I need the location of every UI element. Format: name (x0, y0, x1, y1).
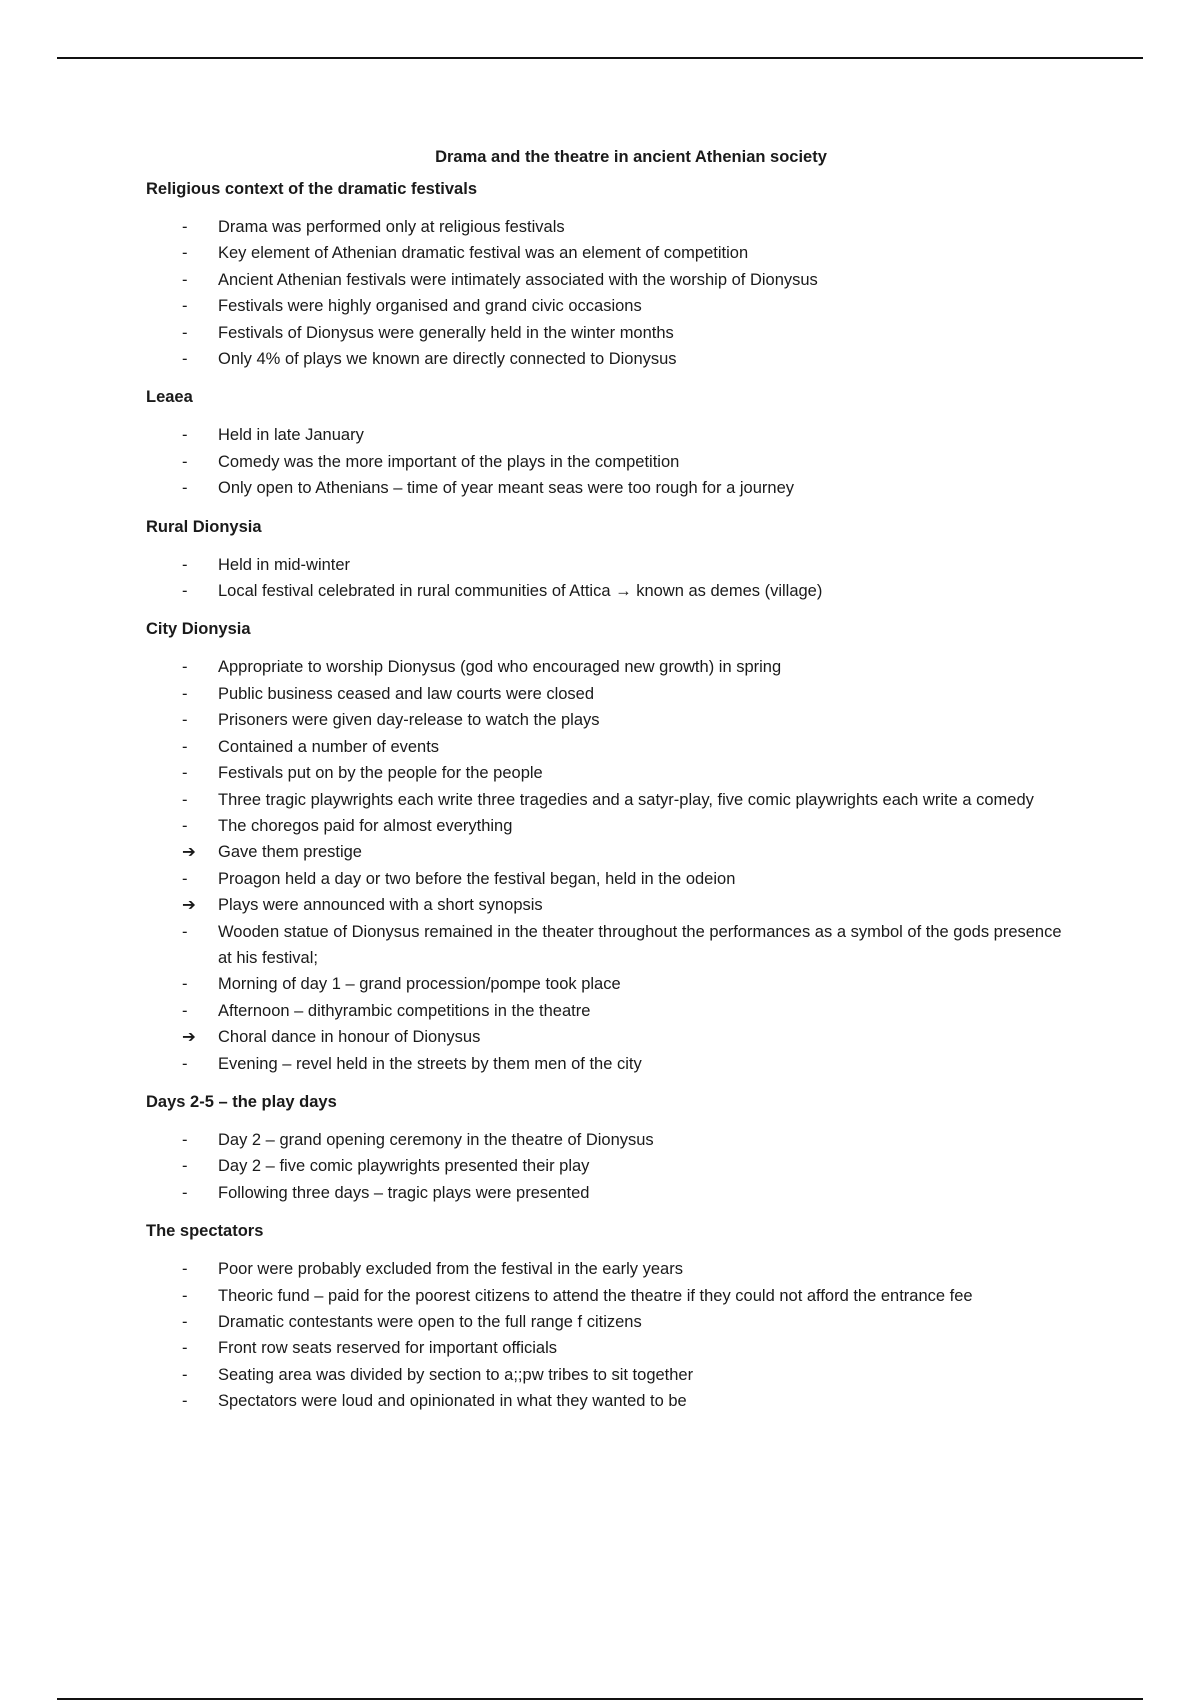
list-item-text: Key element of Athenian dramatic festival was an element of competition (218, 244, 749, 263)
list-item (146, 320, 1076, 346)
list-item-text: Dramatic contestants were open to the full range f citizens (218, 1313, 642, 1331)
list-item-text: Prisoners were given day-release to watch the plays (218, 711, 600, 730)
list-item (146, 971, 1076, 997)
list-item (146, 475, 1076, 501)
dash-bullet-icon: - (182, 1157, 188, 1176)
list-item-text: Afternoon – dithyrambic competitions in the theatre (218, 1001, 591, 1020)
dash-bullet-icon: - (182, 1392, 188, 1411)
list-item-text: Held in mid-winter (218, 555, 351, 574)
list-item-text: Plays were announced with a short synopsis (218, 896, 543, 915)
dash-bullet-icon: - (182, 790, 188, 809)
list-item-text: Comedy was the more important of the plays in the competition (218, 452, 680, 471)
list-item (146, 1335, 1076, 1361)
list-item-text: Choral dance in honour of Dionysus (218, 1028, 481, 1047)
list-item-text: Poor were probably excluded from the festival in the early years (218, 1260, 683, 1279)
list-item-text: Theoric fund – paid for the poorest citizens to attend the theatre if they could not afford the entrance fee (218, 1286, 973, 1305)
dash-bullet-icon: - (182, 869, 188, 888)
list-item-text: Only open to Athenians – time of year meant seas were too rough for a journey (218, 479, 795, 498)
list-item-text: Morning of day 1 – grand procession/pompe took place (218, 975, 621, 994)
list-item (146, 760, 1076, 786)
dash-bullet-icon: - (182, 711, 188, 730)
section-heading: City Dionysia (146, 620, 251, 639)
list-item (146, 1309, 1076, 1335)
document-title: Drama and the theatre in ancient Athenian society (435, 148, 827, 166)
list-item-text: Gave them prestige (218, 843, 362, 862)
dash-bullet-icon: - (182, 1130, 188, 1149)
list-item-text: Spectators were loud and opinionated in what they wanted to be (218, 1392, 687, 1411)
dash-bullet-icon: - (182, 582, 188, 601)
dash-bullet-icon: - (182, 1054, 188, 1073)
list-item (146, 654, 1076, 680)
dash-bullet-icon: - (182, 1339, 188, 1358)
list-item (146, 1388, 1076, 1414)
dash-bullet-icon: - (182, 1286, 188, 1305)
list-item (146, 422, 1076, 448)
list-item-text: Contained a number of events (218, 737, 440, 756)
document-body (146, 178, 1076, 1415)
dash-bullet-icon: - (182, 323, 188, 342)
list-item-text: Festivals were highly organised and grand civic occasions (218, 297, 642, 316)
dash-bullet-icon: - (182, 555, 188, 574)
section-heading: Days 2-5 – the play days (146, 1092, 337, 1111)
list-item (146, 267, 1076, 293)
list-item (146, 293, 1076, 319)
dash-bullet-icon: - (182, 479, 188, 498)
list-item (146, 839, 1076, 865)
list-item-text: Seating area was divided by section to a;;pw tribes to sit together (218, 1365, 694, 1384)
list-item (146, 214, 1076, 240)
list-item-text: Drama was performed only at religious festivals (218, 218, 565, 236)
list-item (146, 1283, 1076, 1309)
list-item-text: Public business ceased and law courts were closed (218, 684, 595, 703)
list-item-text: Proagon held a day or two before the festival began, held in the odeion (218, 869, 736, 888)
dash-bullet-icon: - (182, 922, 188, 941)
list-item-text: Evening – revel held in the streets by them men of the city (218, 1054, 642, 1073)
dash-bullet-icon: - (182, 816, 188, 835)
list-item (146, 998, 1076, 1024)
dash-bullet-icon: - (182, 1183, 188, 1202)
list-item-text: Day 2 – grand opening ceremony in the theatre of Dionysus (218, 1130, 654, 1149)
dash-bullet-icon: - (182, 218, 188, 236)
list-item-text: Festivals of Dionysus were generally held in the winter months (218, 323, 674, 342)
dash-bullet-icon: - (182, 270, 188, 289)
dash-bullet-icon: - (182, 297, 188, 316)
bullet-list (146, 552, 1076, 605)
dash-bullet-icon: - (182, 426, 188, 445)
dash-bullet-icon: - (182, 1260, 188, 1279)
list-item (146, 787, 1076, 813)
list-item (146, 1256, 1076, 1282)
document-page (146, 146, 1076, 1429)
list-item (146, 681, 1076, 707)
dash-bullet-icon: - (182, 658, 188, 677)
list-item (146, 866, 1076, 892)
list-item-text: Wooden statue of Dionysus remained in the theater throughout the performances as a symbol of the gods presence at his festival; (218, 922, 1062, 967)
list-item (146, 449, 1076, 475)
list-item-text: Held in late January (218, 426, 364, 445)
dash-bullet-icon: - (182, 1365, 188, 1384)
list-item (146, 240, 1076, 266)
list-item (146, 1180, 1076, 1206)
list-item (146, 919, 1076, 972)
dash-bullet-icon: - (182, 244, 188, 263)
list-item-text: Appropriate to worship Dionysus (god who encouraged new growth) in spring (218, 658, 782, 677)
bullet-list (146, 422, 1076, 501)
dash-bullet-icon: - (182, 452, 188, 471)
list-item (146, 892, 1076, 918)
bullet-list (146, 1256, 1076, 1414)
dash-bullet-icon: - (182, 737, 188, 756)
dash-bullet-icon: - (182, 975, 188, 994)
section-heading: The spectators (146, 1222, 264, 1241)
bullet-list (146, 214, 1076, 372)
list-item (146, 346, 1076, 372)
list-item-text: Day 2 – five comic playwrights presented their play (218, 1157, 590, 1176)
list-item (146, 578, 1076, 604)
list-item-text: Local festival celebrated in rural communities of Attica → known as demes (village) (218, 582, 823, 601)
list-item (146, 1051, 1076, 1077)
arrow-bullet-icon: ➔ (182, 896, 196, 915)
top-rule (57, 57, 1143, 59)
dash-bullet-icon: - (182, 350, 188, 369)
arrow-bullet-icon: ➔ (182, 1028, 196, 1047)
list-item (146, 1127, 1076, 1153)
section-heading: Rural Dionysia (146, 517, 262, 536)
dash-bullet-icon: - (182, 1001, 188, 1020)
arrow-bullet-icon: ➔ (182, 843, 196, 862)
list-item-text: Front row seats reserved for important officials (218, 1339, 557, 1358)
list-item-text: The choregos paid for almost everything (218, 816, 513, 835)
section-heading: Leaea (146, 388, 193, 407)
bullet-list (146, 654, 1076, 1077)
list-item-text: Three tragic playwrights each write three tragedies and a satyr-play, five comic playwrights each write a comedy (218, 790, 1034, 809)
list-item-text: Only 4% of plays we known are directly connected to Dionysus (218, 350, 677, 369)
section-heading: Religious context of the dramatic festivals (146, 180, 477, 198)
list-item (146, 1362, 1076, 1388)
list-item (146, 707, 1076, 733)
list-item-text: Festivals put on by the people for the people (218, 764, 543, 783)
dash-bullet-icon: - (182, 1313, 188, 1331)
list-item-text: Following three days – tragic plays were presented (218, 1183, 590, 1202)
list-item (146, 552, 1076, 578)
list-item-text: Ancient Athenian festivals were intimately associated with the worship of Dionysus (218, 270, 818, 289)
bullet-list (146, 1127, 1076, 1206)
list-item (146, 813, 1076, 839)
list-item (146, 1024, 1076, 1050)
list-item (146, 734, 1076, 760)
list-item (146, 1153, 1076, 1179)
dash-bullet-icon: - (182, 764, 188, 783)
dash-bullet-icon: - (182, 684, 188, 703)
